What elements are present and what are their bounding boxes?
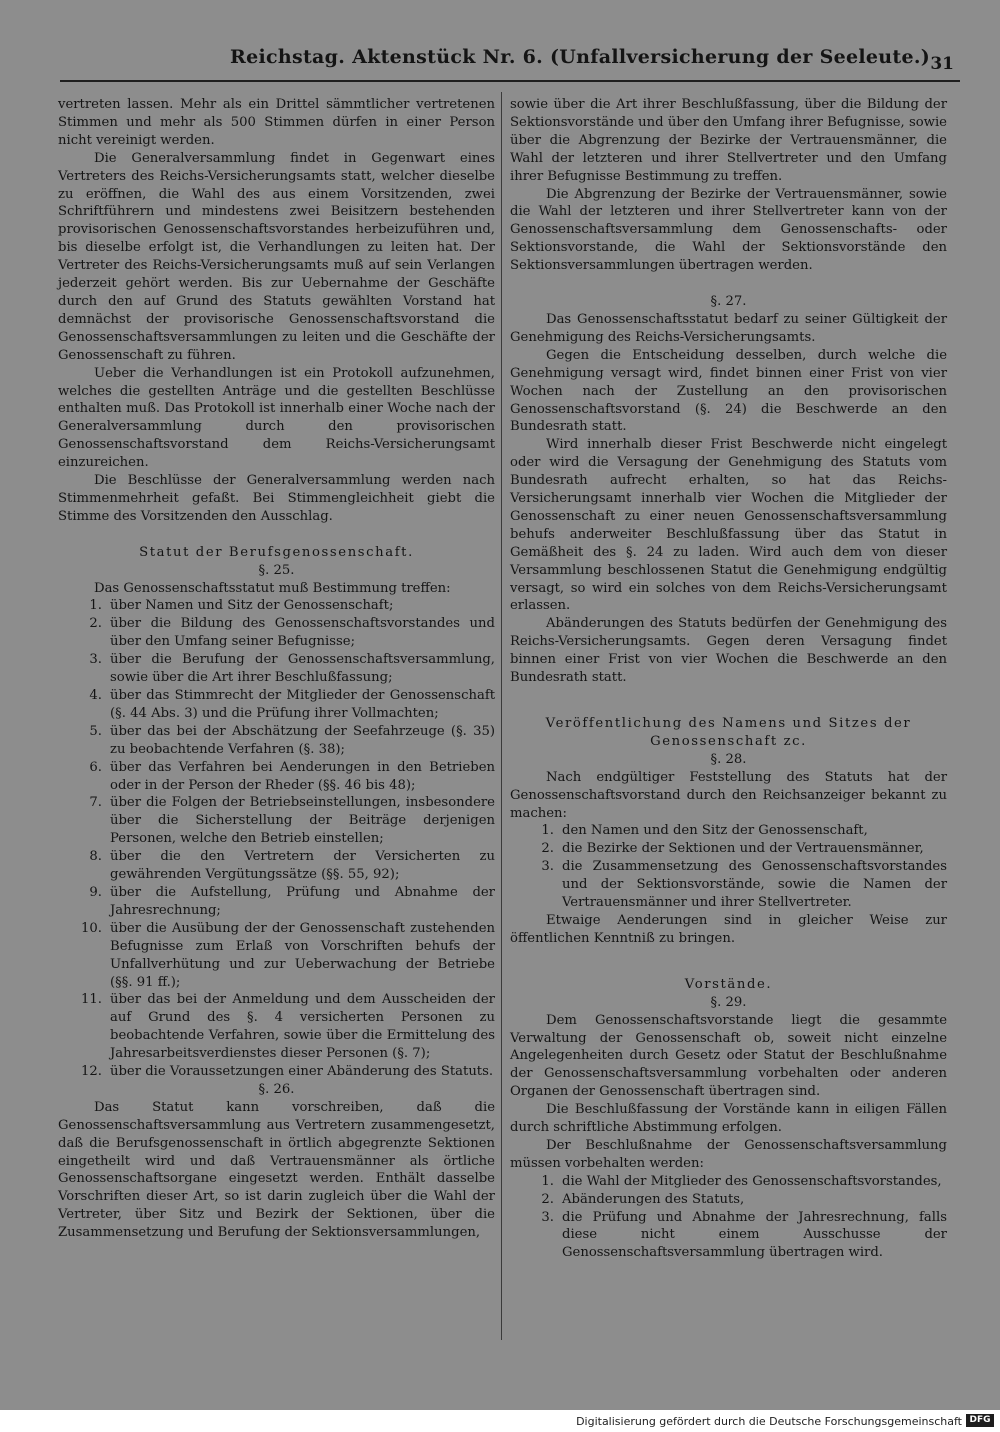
paragraph: Die Abgrenzung der Bezirke der Vertrauensmänner, sowie die Wahl der letzteren und ihrer Stellvertreter kann von der Genossenschaftsversammlung dem Genossenschafts- oder Sektionsvorstande, die Wahl der Sektionsvorstände den Sektionsversammlungen übertragen werden. — [510, 186, 947, 274]
section-heading: Vorstände. — [684, 976, 773, 992]
list-item: 7. über die Folgen der Betriebseinstellungen, insbesondere über die Sicherstellung der Beiträge derjenigen Personen, welche den Betrieb einstellen; — [89, 795, 495, 847]
paragraph: Wird innerhalb dieser Frist Beschwerde nicht eingelegt oder wird die Versagung der Genehmigung des Statuts vom Bundesrath aufrecht erhalten, so hat das Reichs-Versicherungsamt innerhalb vier Wochen die Mitglieder der Genossenschaft zu einer neuen Genossenschaftsversammlung behufs anderweiter Beschlußfassung über das Statut in Gemäßheit des §. 24 zu laden. Wird auch dem von dieser Versammlung beschlossenen Statut die Genehmigung endgültig versagt, so wird ein solches von dem Reichs-Versicherungsamt erlassen. — [510, 437, 947, 614]
list-item: 12. über die Voraussetzungen einer Abänderung des Statuts. — [81, 1064, 494, 1080]
running-title: Reichstag. Aktenstück Nr. 6. (Unfallversicherung der Seeleute.) — [230, 46, 931, 68]
list-item: 2. über die Bildung des Genossenschaftsvorstandes und über den Umfang seiner Befugnisse; — [89, 616, 495, 650]
paragraph: Dem Genossenschaftsvorstande liegt die gesammte Verwaltung der Genossenschaft ob, soweit nicht einzelne Angelegenheiten durch Gesetz oder Statut der Beschlußnahme der Genossenschaftsversammlung vorbehalten oder anderen Organen der Genossenschaft übertragen sind. — [510, 1012, 947, 1100]
numbered-list — [510, 822, 947, 912]
paragraph: Die Generalversammlung findet in Gegenwart eines Vertreters des Reichs-Versicherungsamts statt, welcher dieselbe zu eröffnen, die Wahl des aus einem Vorsitzenden, zwei Schriftführern und mindestens zwei Beisitzern bestehenden provisorischen Genossenschaftsvorstandes herbeizuführen und, bis dieselbe erfolgt ist, die Verhandlungen zu leiten hat. Der Vertreter des Reichs-Versicherungsamts muß auf sein Verlangen jederzeit gehört werden. Bis zur Uebernahme der Geschäfte durch den auf Grund des Statuts gewählten Vorstand hat demnächst der provisorische Genossenschaftsvorstand die Genossenschaftsversammlungen zu leiten und die Geschäfte der Genossenschaft zu führen. — [58, 150, 495, 363]
list-item: 1. die Wahl der Mitglieder des Genossenschaftsvorstandes, — [541, 1173, 942, 1189]
list-item: 10. über die Ausübung der der Genossenschaft zustehenden Befugnisse zum Erlaß von Vorschriften behufs der Unfallverhütung und zur Ueberwachung der Betriebe (§§. 91 ff.); — [81, 920, 495, 990]
list-item: 5. über das bei der Abschätzung der Seefahrzeuge (§. 35) zu beobachtende Verfahren (§. 38); — [89, 723, 495, 757]
list-item: 11. über das bei der Anmeldung und dem Ausscheiden der auf Grund des §. 4 versicherten Personen zu beobachtende Verfahren, sowie über die Ermittelung des Jahresarbeitsverdienstes dieser Personen (§. 7); — [81, 992, 495, 1062]
list-item: 1. den Namen und den Sitz der Genossenschaft, — [541, 823, 868, 839]
page-footer — [0, 1410, 1000, 1432]
list-item: 3. die Zusammensetzung des Genossenschaftsvorstandes und der Sektionsvorstände, sowie die Namen der Vertrauensmänner und ihrer Stellvertreter. — [541, 859, 947, 911]
section-number: §. 25. — [258, 562, 295, 578]
digitization-credit: Digitalisierung gefördert durch die Deutsche Forschungsgemeinschaft — [576, 1415, 962, 1428]
section-number: §. 26. — [258, 1081, 295, 1097]
column-divider — [501, 92, 502, 1340]
list-item: 1. über Namen und Sitz der Genossenschaft; — [89, 598, 394, 614]
numbered-list — [58, 597, 495, 1080]
paragraph: Gegen die Entscheidung desselben, durch welche die Genehmigung versagt wird, findet binnen einer Frist von vier Wochen nach der Zustellung an den provisorischen Genossenschaftsvorstand (§. 24) die Beschwerde an den Bundesrath statt. — [510, 347, 947, 435]
list-item: 3. über die Berufung der Genossenschaftsversammlung, sowie über die Art ihrer Beschlußfassung; — [89, 652, 495, 686]
section-number: §. 27. — [710, 294, 747, 310]
paragraph: Das Genossenschaftsstatut muß Bestimmung treffen: — [94, 580, 451, 596]
list-item: 2. die Bezirke der Sektionen und der Vertrauensmänner, — [541, 841, 924, 857]
dfg-logo: DFG — [966, 1414, 994, 1427]
paragraph: Die Beschlüsse der Generalversammlung werden nach Stimmenmehrheit gefaßt. Bei Stimmengleichheit giebt die Stimme des Vorsitzenden den Ausschlag. — [58, 473, 495, 524]
paragraph: Die Beschlußfassung der Vorstände kann in eiligen Fällen durch schriftliche Abstimmung erfolgen. — [510, 1102, 947, 1136]
list-item: 8. über die den Vertretern der Versicherten zu gewährenden Vergütungssätze (§§. 55, 92); — [89, 849, 495, 883]
list-item: 9. über die Aufstellung, Prüfung und Abnahme der Jahresrechnung; — [89, 884, 495, 918]
paragraph: sowie über die Art ihrer Beschlußfassung, über die Bildung der Sektionsvorstände und über den Umfang ihrer Befugnisse, sowie über die Abgrenzung der Bezirke der Vertrauensmänner, die Wahl der letzteren und ihrer Stellvertreter und den Umfang ihrer Befugnisse Bestimmung zu treffen. — [510, 97, 947, 184]
paragraph: Das Genossenschaftsstatut bedarf zu seiner Gültigkeit der Genehmigung des Reichs-Versicherungsamts. — [510, 311, 947, 345]
left-column — [58, 96, 495, 1242]
section-number: §. 28. — [710, 751, 747, 767]
list-item: 3. die Prüfung und Abnahme der Jahresrechnung, falls diese nicht einem Ausschusse der Genossenschaftsversammlung übertragen wird. — [541, 1209, 947, 1261]
paragraph: Das Statut kann vorschreiben, daß die Genossenschaftsversammlung aus Vertretern zusammengesetzt, daß die Berufsgenossenschaft in örtlich abgegrenzte Sektionen eingetheilt wird und daß Vertrauensmänner als örtliche Genossenschaftsorgane eingesetzt werden. Enthält dasselbe Vorschriften dieser Art, so ist darin zugleich über die Wahl der Vertreter, über Sitz und Bezirk der Sektionen, über die Zusammensetzung und Berufung der Sektionsversammlungen, — [58, 1099, 495, 1241]
section-heading: Veröffentlichung des Namens und Sitzes der Genossenschaft zc. — [545, 716, 912, 749]
paragraph: Nach endgültiger Feststellung des Statuts hat der Genossenschaftsvorstand durch den Reichsanzeiger bekannt zu machen: — [510, 769, 947, 821]
page-number: 31 — [930, 54, 954, 74]
list-item: 4. über das Stimmrecht der Mitglieder der Genossenschaft (§. 44 Abs. 3) und die Prüfung ihrer Vollmachten; — [89, 688, 495, 721]
list-item: 2. Abänderungen des Statuts, — [541, 1191, 745, 1207]
page-header — [60, 40, 960, 82]
section-number: §. 29. — [710, 994, 747, 1010]
paragraph: vertreten lassen. Mehr als ein Drittel sämmtlicher vertretenen Stimmen und mehr als 500 Stimmen dürfen in einer Person nicht vereinigt werden. — [58, 97, 495, 148]
right-column — [510, 96, 947, 1262]
paragraph: Ueber die Verhandlungen ist ein Protokoll aufzunehmen, welches die gestellten Anträge und die gestellten Beschlüsse enthalten muß. Das Protokoll ist innerhalb einer Woche nach der Generalversammlung durch den provisorischen Genossenschaftsvorstand dem Reichs-Versicherungsamt einzureichen. — [58, 365, 495, 471]
paragraph: Abänderungen des Statuts bedürfen der Genehmigung des Reichs-Versicherungsamts. Gegen deren Versagung findet binnen einer Frist von vier Wochen die Beschwerde an den Bundesrath statt. — [510, 616, 947, 686]
paragraph: Etwaige Aenderungen sind in gleicher Weise zur öffentlichen Kenntniß zu bringen. — [510, 912, 947, 946]
numbered-list — [510, 1173, 947, 1263]
section-heading: Statut der Berufsgenossenschaft. — [139, 544, 414, 560]
paragraph: Der Beschlußnahme der Genossenschaftsversammlung müssen vorbehalten werden: — [510, 1137, 947, 1171]
list-item: 6. über das Verfahren bei Aenderungen in den Betrieben oder in der Person der Rheder (§§. 46 bis 48); — [89, 759, 495, 793]
